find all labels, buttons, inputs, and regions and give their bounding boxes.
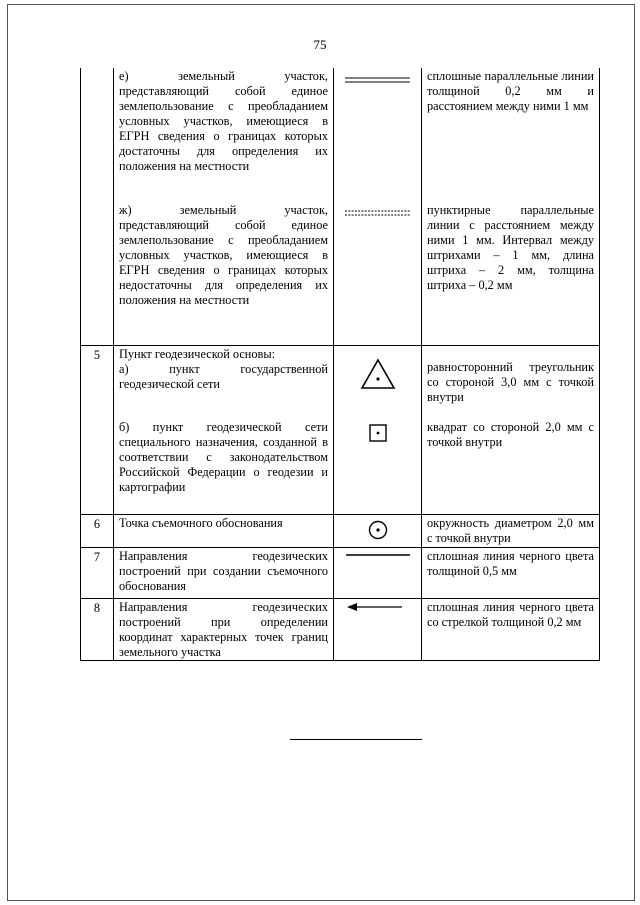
row-description: Направления геодезических построений при создании съемочного обоснования <box>114 547 334 598</box>
row-description: б) пункт геодезической сети специального назначения, созданной в соответствии с законодательством Российской Федерации о геодезии и картографии <box>114 419 334 514</box>
row-spec: пунктирные параллельные линии с расстоянием между ними 1 мм. Интервал между штрихами – 1 мм, длина штриха – 2 мм, толщина штриха – 0,2 мм <box>422 202 600 345</box>
row-number: 6 <box>81 514 114 547</box>
row-number <box>81 419 114 514</box>
table-row <box>81 419 600 514</box>
table-row <box>81 547 600 598</box>
triangle-dot-icon <box>334 345 422 419</box>
row-number: 8 <box>81 598 114 660</box>
page-number: 75 <box>313 37 327 52</box>
row-description: Направления геодезических построений при определении координат характерных точек границ земельного участка <box>114 598 334 660</box>
footer-rule <box>290 739 422 740</box>
row-number: 7 <box>81 547 114 598</box>
solid-line-icon <box>334 547 422 598</box>
arrow-left-icon <box>334 598 422 660</box>
double-line-icon <box>334 68 422 202</box>
legend-table <box>80 68 600 661</box>
square-dot-icon <box>334 419 422 514</box>
dashed-double-line-icon <box>334 202 422 345</box>
table-row <box>81 68 600 202</box>
row-spec: окружность диаметром 2,0 мм с точкой внутри <box>422 514 600 547</box>
table-row <box>81 345 600 419</box>
row-number <box>81 202 114 345</box>
row-description: ж) земельный участок, представляющий собой единое землепользование с преобладанием условных участков, имеющиеся в ЕГРН сведения о границах которых недостаточны для определения их положения на местности <box>114 202 334 345</box>
table-row <box>81 598 600 660</box>
row-spec: равносторонний треугольник со стороной 3,0 мм с точкой внутри <box>422 345 600 419</box>
row-spec: сплошная линия черного цвета толщиной 0,5 мм <box>422 547 600 598</box>
row-description: Точка съемочного обоснования <box>114 514 334 547</box>
row-description: е) земельный участок, представляющий собой единое землепользование с преобладанием условных участков, имеющиеся в ЕГРН сведения о границах которых достаточны для определения их положения на местности <box>114 68 334 202</box>
row-spec: сплошная линия черного цвета со стрелкой толщиной 0,2 мм <box>422 598 600 660</box>
circle-dot-icon <box>334 514 422 547</box>
row-number <box>81 68 114 202</box>
row-spec: сплошные параллельные линии толщиной 0,2 мм и расстоянием между ними 1 мм <box>422 68 600 202</box>
table-row <box>81 202 600 345</box>
row-description: Пункт геодезической основы: а) пункт государственной геодезической сети <box>114 345 334 419</box>
table-row <box>81 514 600 547</box>
row-spec: квадрат со стороной 2,0 мм с точкой внутри <box>422 419 600 514</box>
row-number: 5 <box>81 345 114 419</box>
